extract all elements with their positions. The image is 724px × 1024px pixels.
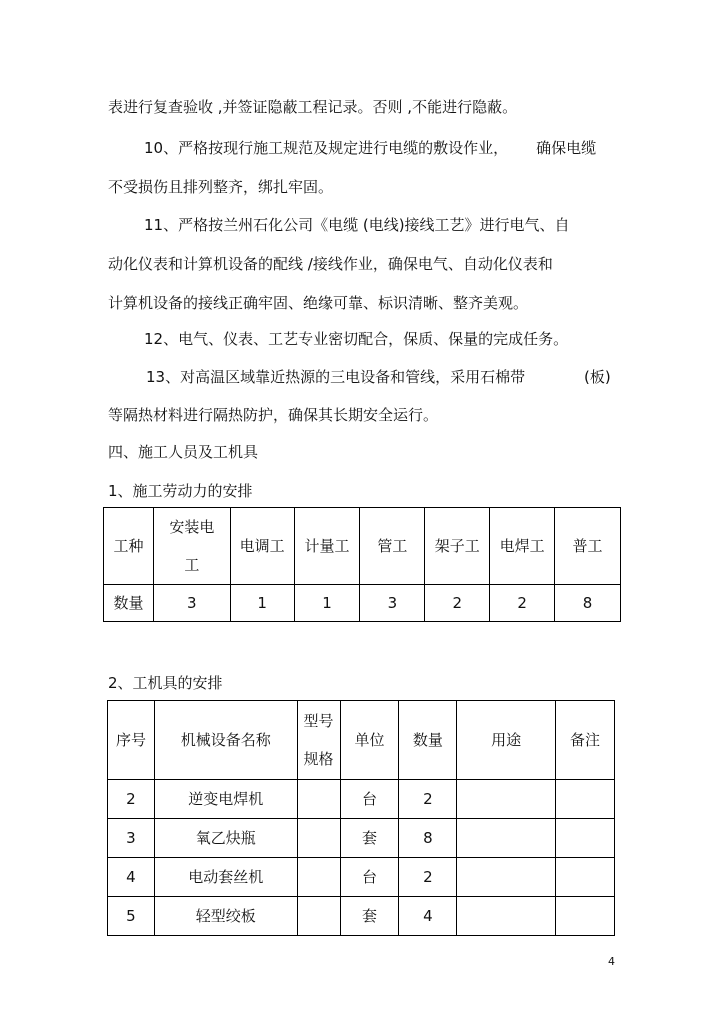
tools-qty-cell: 2 (399, 780, 457, 819)
tools-qty-cell: 2 (399, 858, 457, 897)
tools-use-cell (457, 780, 556, 819)
labor-count-cell: 2 (425, 585, 490, 622)
labor-count-cell: 3 (360, 585, 425, 622)
tools-name-cell: 氧乙炔瓶 (154, 819, 297, 858)
labor-column-header (153, 508, 230, 585)
section-heading: 四、施工人员及工机具 (108, 443, 259, 461)
table-row (108, 819, 615, 858)
tools-note-cell (556, 780, 615, 819)
labor-column-header: 架子工 (425, 508, 490, 585)
tools-seq-cell: 2 (108, 780, 155, 819)
tools-use-cell (457, 858, 556, 897)
labor-column-line: 安装电 (169, 518, 215, 536)
labor-count-row (104, 585, 621, 622)
paragraph-line: (板) (584, 368, 611, 386)
tools-qty-cell: 8 (399, 819, 457, 858)
tools-note-cell (556, 858, 615, 897)
labor-count-cell: 8 (555, 585, 621, 622)
tools-unit-cell: 台 (340, 858, 399, 897)
paragraph-line: 表进行复查验收 ,并签证隐蔽工程记录。否则 ,不能进行隐蔽。 (108, 98, 518, 116)
labor-row-header: 工种 (104, 508, 154, 585)
table-row (108, 780, 615, 819)
labor-header-row (104, 508, 621, 585)
tools-table (107, 700, 615, 936)
paragraph-line: 等隔热材料进行隔热防护，确保其长期安全运行。 (108, 406, 439, 424)
tools-header-row (108, 701, 615, 780)
paragraph-line: 12、电气、仪表、工艺专业密切配合，保质、保量的完成任务。 (144, 330, 569, 348)
labor-column-header: 普工 (555, 508, 621, 585)
paragraph-line: 动化仪表和计算机设备的配线 /接线作业，确保电气、自动化仪表和 (108, 255, 553, 273)
labor-table-title: 1、施工劳动力的安排 (108, 482, 253, 500)
labor-column-line: 工 (184, 556, 200, 574)
paragraph-line: 不受损伤且排列整齐，绑扎牢固。 (108, 178, 334, 196)
tools-header-model-line: 规格 (303, 750, 334, 768)
tools-name-cell: 电动套丝机 (154, 858, 297, 897)
tools-qty-cell: 4 (399, 897, 457, 936)
tools-header-unit: 单位 (340, 701, 399, 780)
labor-count-cell: 1 (294, 585, 360, 622)
tools-model-cell (297, 780, 340, 819)
tools-note-cell (556, 819, 615, 858)
tools-use-cell (457, 897, 556, 936)
paragraph-line (146, 367, 525, 387)
table-row (108, 858, 615, 897)
tools-model-cell (297, 897, 340, 936)
paragraph-line: 计算机设备的接线正确牢固、绝缘可靠、标识清晰、整齐美观。 (108, 294, 529, 312)
tools-name-cell: 逆变电焊机 (154, 780, 297, 819)
labor-count-label: 数量 (104, 585, 154, 622)
labor-count-cell: 1 (230, 585, 294, 622)
tools-seq-cell: 3 (108, 819, 155, 858)
labor-table (103, 507, 621, 622)
page-number: 4 (608, 955, 615, 968)
tools-model-cell (297, 858, 340, 897)
tools-header-model (297, 701, 340, 780)
tools-unit-cell: 套 (340, 819, 399, 858)
item-10-text-end: 确保电缆 (536, 139, 597, 157)
tools-header-use: 用途 (457, 701, 556, 780)
tools-use-cell (457, 819, 556, 858)
tools-model-cell (297, 819, 340, 858)
labor-count-cell: 2 (490, 585, 555, 622)
item-13-text: 13、对高温区域靠近热源的三电设备和管线，采用石棉带 (146, 368, 526, 386)
tools-header-qty: 数量 (399, 701, 457, 780)
paragraph-line (144, 138, 596, 158)
tools-seq-cell: 5 (108, 897, 155, 936)
tools-note-cell (556, 897, 615, 936)
tools-header-model-line: 型号 (303, 712, 334, 730)
labor-count-cell: 3 (153, 585, 230, 622)
tools-name-cell: 轻型绞板 (154, 897, 297, 936)
tools-table-title: 2、工机具的安排 (108, 674, 223, 692)
item-10-text: 10、严格按现行施工规范及规定进行电缆的敷设作业， (144, 139, 509, 157)
tools-unit-cell: 套 (340, 897, 399, 936)
table-row (108, 897, 615, 936)
tools-seq-cell: 4 (108, 858, 155, 897)
tools-header-name: 机械设备名称 (154, 701, 297, 780)
tools-unit-cell: 台 (340, 780, 399, 819)
tools-header-note: 备注 (556, 701, 615, 780)
labor-column-header: 电焊工 (490, 508, 555, 585)
labor-column-header: 电调工 (230, 508, 294, 585)
labor-column-header: 计量工 (294, 508, 360, 585)
tools-header-seq: 序号 (108, 701, 155, 780)
labor-column-header: 管工 (360, 508, 425, 585)
paragraph-line: 11、严格按兰州石化公司《电缆 (电线)接线工艺》进行电气、自 (144, 216, 570, 234)
